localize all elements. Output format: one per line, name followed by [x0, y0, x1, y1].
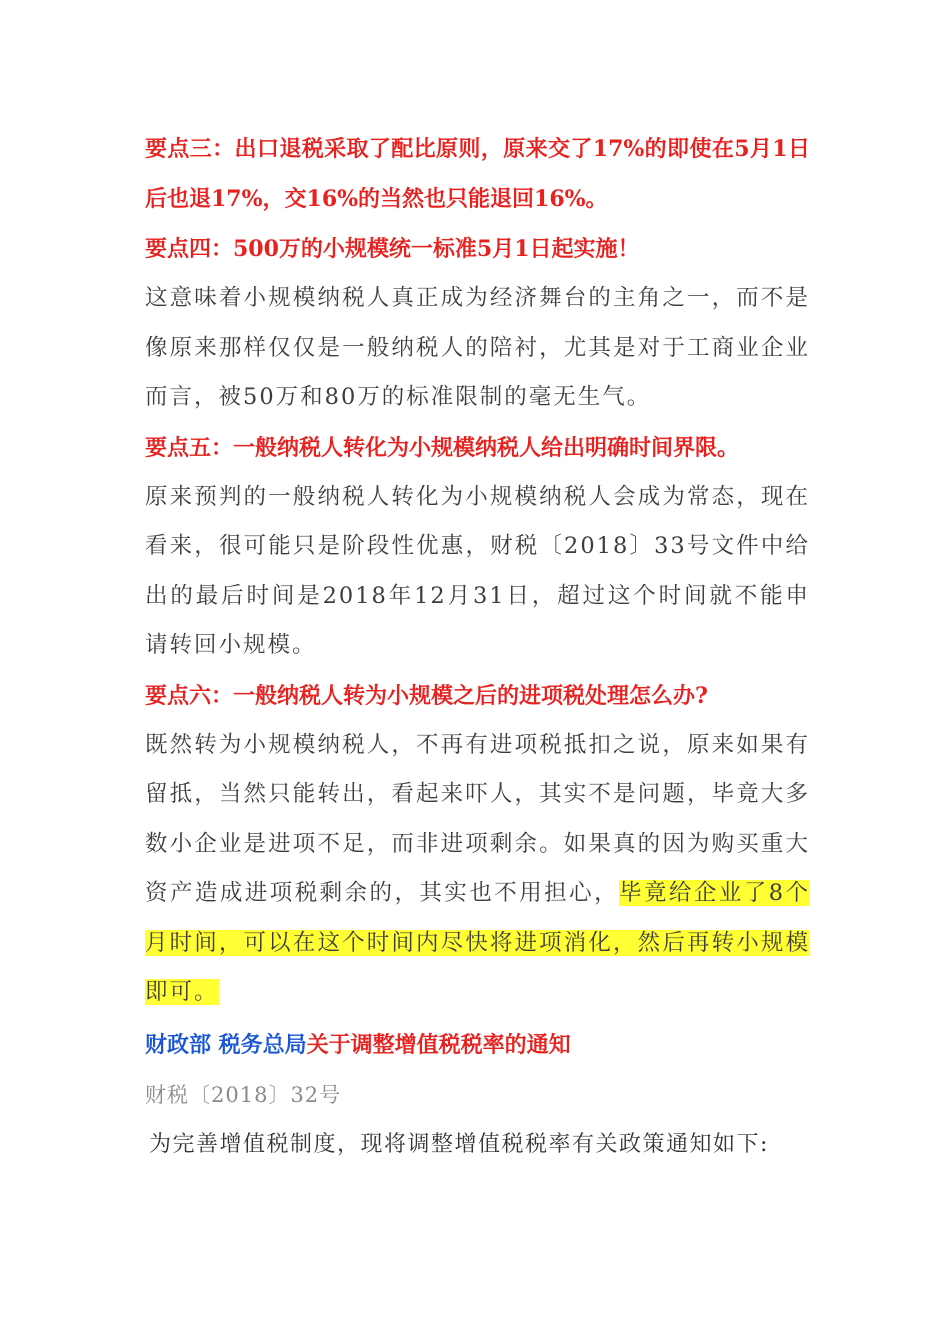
point-four-heading: 要点四：500万的小规模统一标准5月1日起实施！	[145, 236, 640, 262]
point-six-heading: 要点六：一般纳税人转为小规模之后的进项税处理怎么办?	[145, 682, 708, 709]
notice-intro: 为完善增值税制度，现将调整增值税税率有关政策通知如下:	[149, 1131, 769, 1157]
point-five-heading: 要点五：一般纳税人转化为小规模纳税人给出明确时间界限。	[145, 434, 740, 461]
point-three-heading: 要点三：出口退税采取了配比原则，原来交了17%的即使在5月1日后也退17%，交16%的当然也只能退回16%。	[145, 136, 810, 212]
notice-issuer[interactable]: 财政部 税务总局	[145, 1031, 307, 1058]
point-four-paragraph: 这意味着小规模纳税人真正成为经济舞台的主角之一，而不是像原来那样仅仅是一般纳税人的陪衬，尤其是对于工商业企业而言，被50万和80万的标准限制的毫无生气。	[145, 285, 810, 410]
point-six-paragraph	[145, 721, 810, 1018]
document-page	[145, 124, 810, 1170]
notice-title-text: 关于调整增值税税率的通知	[306, 1031, 571, 1058]
document-number: 财税〔2018〕32号	[145, 1082, 342, 1107]
notice-title	[145, 1020, 810, 1070]
point-five-paragraph: 原来预判的一般纳税人转化为小规模纳税人会成为常态，现在看来，很可能只是阶段性优惠，财税〔2018〕33号文件中给出的最后时间是2018年12月31日，超过这个时间就不能申请转回小规模。	[145, 483, 810, 658]
point-six-text: 既然转为小规模纳税人，不再有进项税抵扣之说，原来如果有留抵，当然只能转出，看起来吓人，其实不是问题，毕竟大多数小企业是进项不足，而非进项剩余。如果真的因为购买重大资产造成进项税剩余的，其实也不用担心，	[145, 731, 810, 906]
highlighted-text: 毕竟给企业了8个月时间，可以在这个时间内尽快将进项消化，然后再转小规模即可。	[145, 880, 810, 1005]
